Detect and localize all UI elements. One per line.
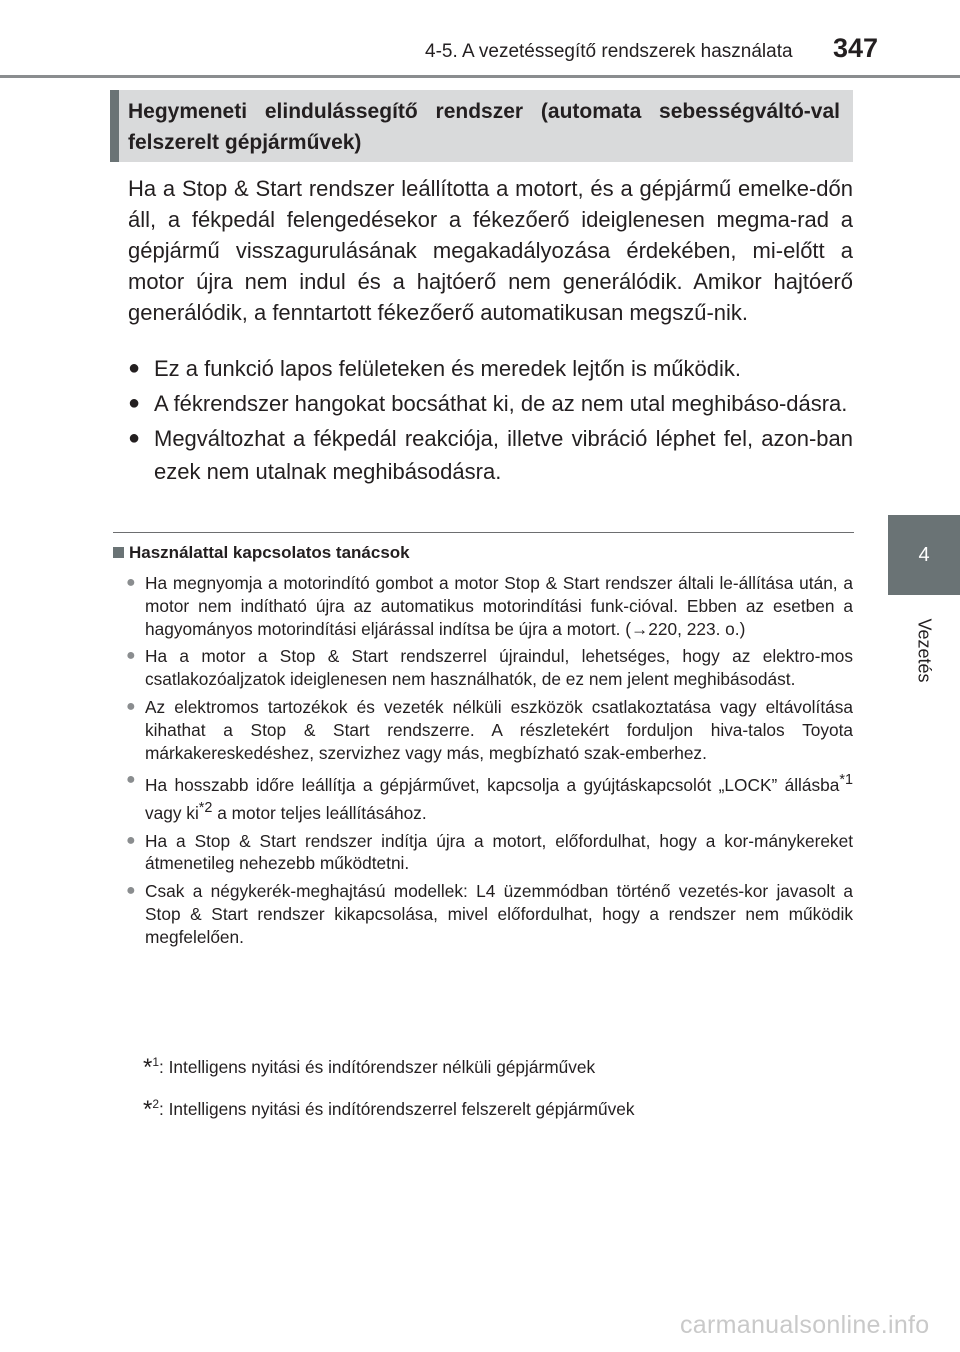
bullet-icon: ● — [126, 831, 136, 849]
section-title-box — [110, 90, 853, 162]
list-item: ● Megváltozhat a fékpedál reakciója, illetve vibráció léphet fel, azon-ban ezek nem utalnak meghibásodásra. — [128, 422, 853, 488]
watermark: carmanualsonline.info — [680, 1311, 930, 1339]
notes-list — [126, 572, 853, 953]
list-item: ● A fékrendszer hangokat bocsáthat ki, de az nem utal meghibáso-dásra. — [128, 387, 853, 420]
bullet-icon: ● — [128, 357, 141, 379]
footnote-ref: *1 — [839, 772, 853, 789]
bullet-icon: ● — [126, 697, 136, 715]
footnote: *$^2$: Intelligens nyitási és indítórendszerrel felszerelt gépjárművek — [143, 1095, 635, 1123]
header-divider — [0, 75, 960, 78]
square-bullet-icon — [113, 547, 124, 558]
list-item: ● Ha a Stop & Start rendszer indítja újra a motort, előfordulhat, hogy a kor-mánykereket átmenetileg nehezebb működtetni. — [126, 830, 853, 874]
bullet-icon: ● — [126, 771, 136, 789]
list-item: ● Ha a motor a Stop & Start rendszerrel újraindul, lehetséges, hogy az elektro-mos csatlakozóaljzatok ideiglenesen nem használhatók, de ez nem jelent meghibásodást. — [126, 646, 853, 690]
section-paragraph: Ha a Stop & Start rendszer leállította a motort, és a gépjármű emelke-dőn áll, a fékpedál felengedésekor a fékezőerő ideiglenesen megma-rad a gépjármű visszagurulásának megakadályozása érdekében, mi-előtt a motor újra nem indul és a hajtóerő nem generálódik. Amikor hajtóerő generálódik, a fenntartott fékezőerő automatikusan megszű-nik. — [128, 176, 853, 325]
bullet-icon: ● — [126, 574, 136, 591]
bullet-icon: ● — [128, 427, 141, 449]
chapter-label-container — [888, 595, 960, 705]
list-item: ● Csak a négykerék-meghajtású modellek: L4 üzemmódban történő vezetés-kor javasolt a Stop & Start rendszer kikapcsolása, mivel előfordulhat, hogy a rendszer nem működik megfelelően. — [126, 881, 853, 947]
page-number: 347 — [833, 33, 879, 63]
footnote-ref: *2 — [198, 799, 213, 816]
header-section-title: 4-5. A vezetéssegítő rendszerek használata — [425, 41, 793, 62]
chapter-label: Vezetés — [914, 617, 935, 683]
list-item: ● Ha megnyomja a motorindító gombot a motor Stop & Start rendszer általi le-állítása után, a motor nem indítható újra az automatikus motorindítási funk-cióval. Ebben az esetben a hagyományos motorindítási eljárással indítsa be újra a motort. (→220, 223. o.) — [126, 573, 853, 639]
section-title: Hegymeneti elindulássegítő rendszer (automata sebességváltó-val felszerelt gépjárművek) — [128, 100, 840, 154]
section-title-bar — [110, 90, 119, 162]
feature-bullet-list — [128, 352, 853, 490]
section-separator — [113, 532, 854, 533]
list-item: ● Az elektromos tartozékok és vezeték nélküli eszközök csatlakoztatása vagy eltávolítása kihathat a Stop & Start rendszerre. A részletekért forduljon hiva-talos Toyota márkakereskedéshez, szervizhez vagy más, megbízható szak-emberhez. — [126, 696, 853, 763]
notes-heading: Használattal kapcsolatos tanácsok — [113, 543, 410, 563]
bullet-icon: ● — [126, 882, 136, 900]
bullet-icon: ● — [126, 647, 136, 665]
list-item: ● Ha hosszabb időre leállítja a gépjárművet, kapcsolja a gyújtáskapcsolót „LOCK” állásba$^{*1}$ vagy $ki^{*2}$ a motor teljes leállításához. — [126, 771, 853, 823]
bullet-icon: ● — [128, 392, 141, 414]
footnote: *$^1$: Intelligens nyitási és indítórendszer nélküli gépjárművek — [143, 1053, 596, 1081]
list-item: ● Ez a funkció lapos felületeken és meredek lejtőn is működik. — [128, 352, 853, 385]
footnotes — [143, 1050, 843, 1134]
chapter-tab — [888, 515, 960, 595]
chapter-number: 4 — [918, 543, 930, 566]
